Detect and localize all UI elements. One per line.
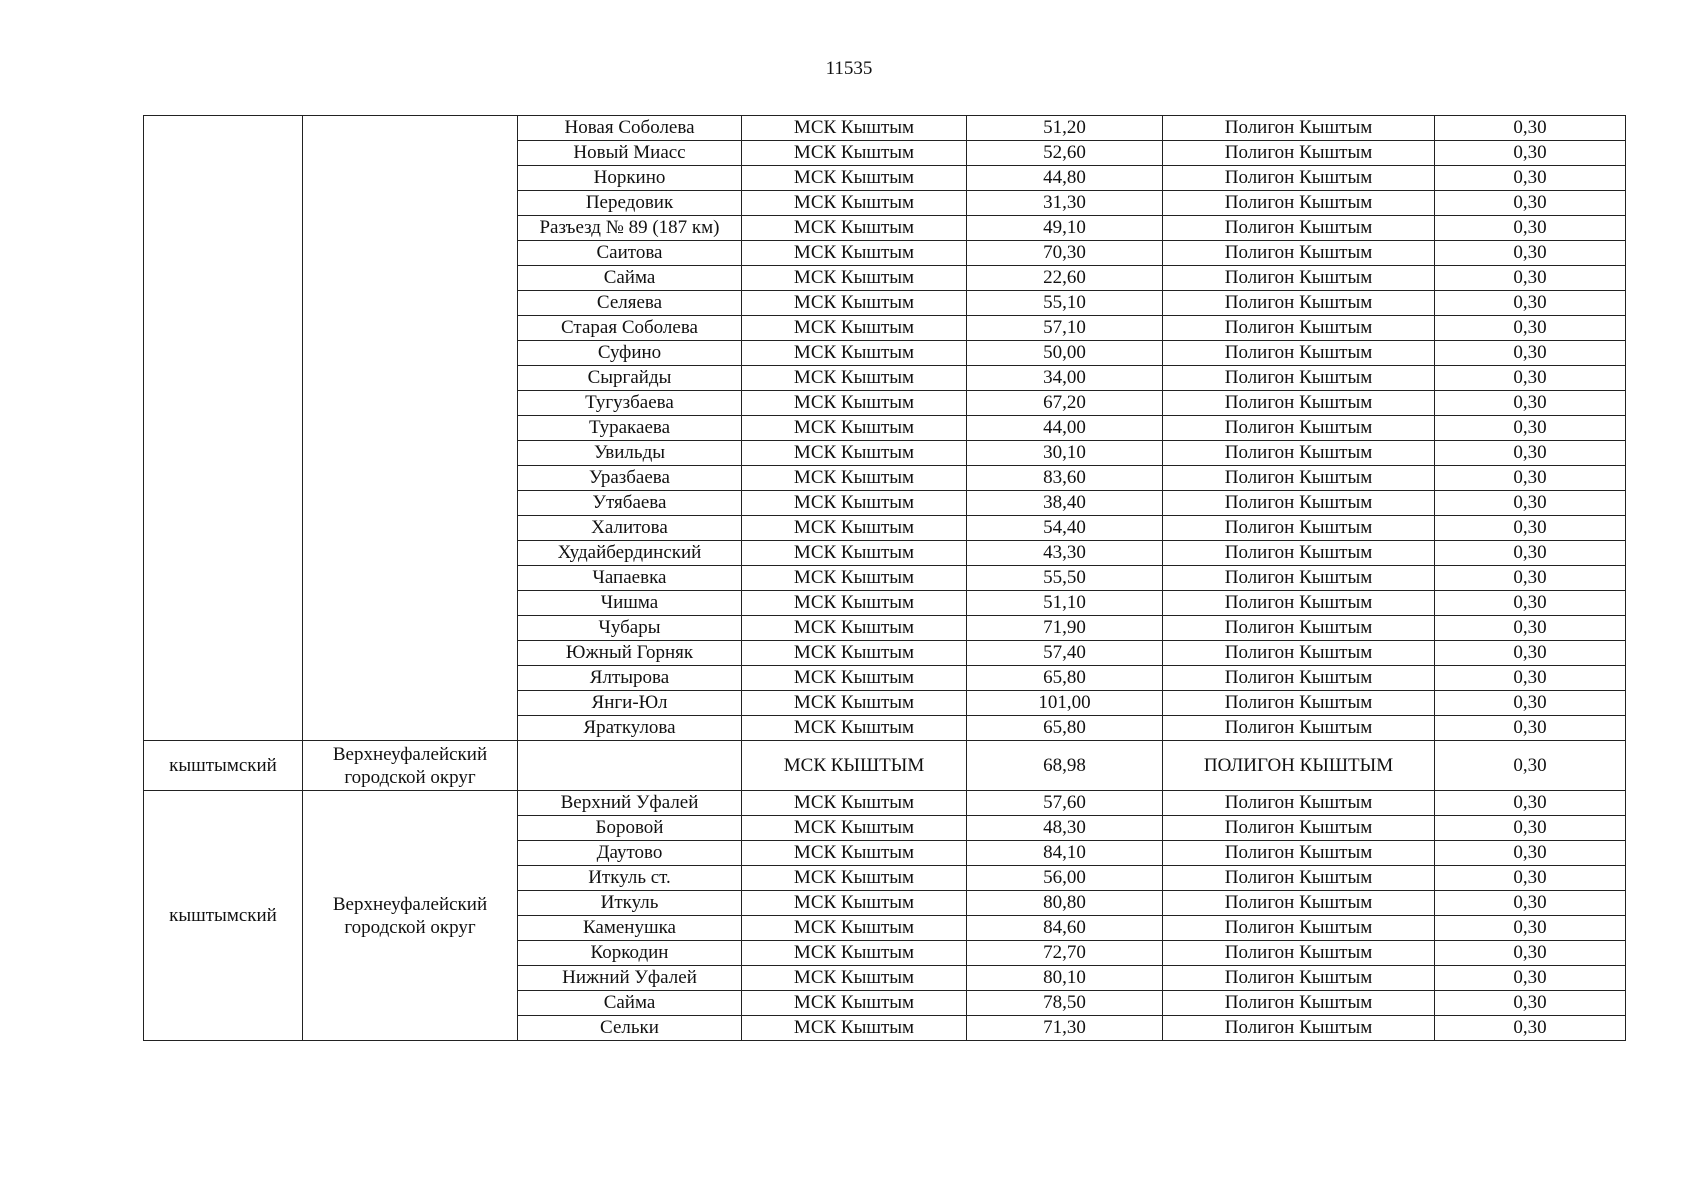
distance-cell: 83,60 [967, 466, 1163, 491]
msk-cell: МСК Кыштым [742, 666, 967, 691]
msk-cell: МСК Кыштым [742, 141, 967, 166]
tariff-cell: 0,30 [1435, 941, 1626, 966]
locality-cell: Чишма [518, 591, 742, 616]
tariff-cell: 0,30 [1435, 466, 1626, 491]
tariff-cell: 0,30 [1435, 391, 1626, 416]
msk-cell: МСК Кыштым [742, 316, 967, 341]
locality-cell: Туракаева [518, 416, 742, 441]
tariff-cell: 0,30 [1435, 516, 1626, 541]
msk-cell: МСК Кыштым [742, 391, 967, 416]
msk-cell: МСК Кыштым [742, 366, 967, 391]
tariff-cell: 0,30 [1435, 816, 1626, 841]
polygon-cell: Полигон Кыштым [1163, 316, 1435, 341]
tariff-cell: 0,30 [1435, 216, 1626, 241]
msk-cell: МСК Кыштым [742, 691, 967, 716]
polygon-cell: Полигон Кыштым [1163, 691, 1435, 716]
page-number: 11535 [825, 58, 873, 79]
distance-cell: 56,00 [967, 866, 1163, 891]
polygon-cell: Полигон Кыштым [1163, 291, 1435, 316]
msk-cell: МСК КЫШТЫМ [742, 741, 967, 791]
distance-cell: 22,60 [967, 266, 1163, 291]
zone-cell [144, 116, 303, 741]
msk-cell: МСК Кыштым [742, 491, 967, 516]
distance-cell: 80,80 [967, 891, 1163, 916]
polygon-cell: Полигон Кыштым [1163, 866, 1435, 891]
polygon-cell: Полигон Кыштым [1163, 841, 1435, 866]
tariff-cell: 0,30 [1435, 1016, 1626, 1041]
table-body [144, 116, 1626, 1041]
polygon-cell: Полигон Кыштым [1163, 816, 1435, 841]
polygon-cell: Полигон Кыштым [1163, 991, 1435, 1016]
distance-cell: 49,10 [967, 216, 1163, 241]
district-cell: Верхнеуфалейский городской округ [303, 791, 518, 1041]
polygon-cell: Полигон Кыштым [1163, 1016, 1435, 1041]
locality-cell: Халитова [518, 516, 742, 541]
tariff-cell: 0,30 [1435, 291, 1626, 316]
msk-cell: МСК Кыштым [742, 291, 967, 316]
polygon-cell: Полигон Кыштым [1163, 241, 1435, 266]
polygon-cell: Полигон Кыштым [1163, 366, 1435, 391]
tariff-cell: 0,30 [1435, 116, 1626, 141]
polygon-cell: Полигон Кыштым [1163, 916, 1435, 941]
locality-cell: Увильды [518, 441, 742, 466]
tariff-cell: 0,30 [1435, 141, 1626, 166]
locality-cell: Норкино [518, 166, 742, 191]
distance-table [143, 115, 1626, 1041]
polygon-cell: Полигон Кыштым [1163, 166, 1435, 191]
msk-cell: МСК Кыштым [742, 966, 967, 991]
distance-cell: 43,30 [967, 541, 1163, 566]
msk-cell: МСК Кыштым [742, 216, 967, 241]
distance-cell: 54,40 [967, 516, 1163, 541]
polygon-cell: Полигон Кыштым [1163, 541, 1435, 566]
msk-cell: МСК Кыштым [742, 841, 967, 866]
locality-cell: Уразбаева [518, 466, 742, 491]
locality-cell: Новая Соболева [518, 116, 742, 141]
distance-cell: 52,60 [967, 141, 1163, 166]
locality-cell: Новый Миасс [518, 141, 742, 166]
tariff-cell: 0,30 [1435, 641, 1626, 666]
locality-cell: Иткуль ст. [518, 866, 742, 891]
locality-cell: Сайма [518, 266, 742, 291]
distance-cell: 44,00 [967, 416, 1163, 441]
distance-cell: 30,10 [967, 441, 1163, 466]
msk-cell: МСК Кыштым [742, 891, 967, 916]
polygon-cell: Полигон Кыштым [1163, 591, 1435, 616]
tariff-cell: 0,30 [1435, 316, 1626, 341]
locality-cell: Яраткулова [518, 716, 742, 741]
locality-cell: Саитова [518, 241, 742, 266]
distance-cell: 84,10 [967, 841, 1163, 866]
tariff-cell: 0,30 [1435, 666, 1626, 691]
polygon-cell: Полигон Кыштым [1163, 641, 1435, 666]
polygon-cell: Полигон Кыштым [1163, 566, 1435, 591]
tariff-cell: 0,30 [1435, 366, 1626, 391]
msk-cell: МСК Кыштым [742, 416, 967, 441]
tariff-cell: 0,30 [1435, 416, 1626, 441]
tariff-cell: 0,30 [1435, 991, 1626, 1016]
locality-cell: Селяева [518, 291, 742, 316]
distance-cell: 84,60 [967, 916, 1163, 941]
distance-cell: 38,40 [967, 491, 1163, 516]
polygon-cell: ПОЛИГОН КЫШТЫМ [1163, 741, 1435, 791]
locality-cell: Боровой [518, 816, 742, 841]
distance-cell: 51,20 [967, 116, 1163, 141]
distance-cell: 57,40 [967, 641, 1163, 666]
msk-cell: МСК Кыштым [742, 466, 967, 491]
distance-cell: 80,10 [967, 966, 1163, 991]
msk-cell: МСК Кыштым [742, 791, 967, 816]
polygon-cell: Полигон Кыштым [1163, 891, 1435, 916]
msk-cell: МСК Кыштым [742, 541, 967, 566]
tariff-cell: 0,30 [1435, 691, 1626, 716]
distance-cell: 44,80 [967, 166, 1163, 191]
msk-cell: МСК Кыштым [742, 866, 967, 891]
msk-cell: МСК Кыштым [742, 616, 967, 641]
tariff-cell: 0,30 [1435, 716, 1626, 741]
polygon-cell: Полигон Кыштым [1163, 791, 1435, 816]
polygon-cell: Полигон Кыштым [1163, 266, 1435, 291]
tariff-cell: 0,30 [1435, 891, 1626, 916]
distance-cell: 34,00 [967, 366, 1163, 391]
distance-cell: 55,50 [967, 566, 1163, 591]
distance-cell: 51,10 [967, 591, 1163, 616]
district-cell [303, 116, 518, 741]
locality-cell: Сайма [518, 991, 742, 1016]
polygon-cell: Полигон Кыштым [1163, 391, 1435, 416]
msk-cell: МСК Кыштым [742, 266, 967, 291]
distance-cell: 72,70 [967, 941, 1163, 966]
tariff-cell: 0,30 [1435, 841, 1626, 866]
polygon-cell: Полигон Кыштым [1163, 116, 1435, 141]
tariff-cell: 0,30 [1435, 741, 1626, 791]
district-cell: Верхнеуфалейский городской округ [303, 741, 518, 791]
locality-cell: Даутово [518, 841, 742, 866]
zone-cell: кыштымский [144, 741, 303, 791]
polygon-cell: Полигон Кыштым [1163, 666, 1435, 691]
polygon-cell: Полигон Кыштым [1163, 141, 1435, 166]
msk-cell: МСК Кыштым [742, 941, 967, 966]
tariff-cell: 0,30 [1435, 241, 1626, 266]
distance-cell: 31,30 [967, 191, 1163, 216]
tariff-cell: 0,30 [1435, 616, 1626, 641]
distance-cell: 57,10 [967, 316, 1163, 341]
table-row [144, 116, 1626, 141]
tariff-cell: 0,30 [1435, 866, 1626, 891]
msk-cell: МСК Кыштым [742, 166, 967, 191]
polygon-cell: Полигон Кыштым [1163, 491, 1435, 516]
distance-cell: 68,98 [967, 741, 1163, 791]
polygon-cell: Полигон Кыштым [1163, 416, 1435, 441]
locality-cell: Разъезд № 89 (187 км) [518, 216, 742, 241]
locality-cell: Сыргайды [518, 366, 742, 391]
distance-cell: 65,80 [967, 666, 1163, 691]
msk-cell: МСК Кыштым [742, 566, 967, 591]
msk-cell: МСК Кыштым [742, 716, 967, 741]
polygon-cell: Полигон Кыштым [1163, 966, 1435, 991]
locality-cell: Каменушка [518, 916, 742, 941]
distance-cell: 101,00 [967, 691, 1163, 716]
summary-row [144, 741, 1626, 791]
distance-cell: 50,00 [967, 341, 1163, 366]
locality-cell [518, 741, 742, 791]
locality-cell: Южный Горняк [518, 641, 742, 666]
msk-cell: МСК Кыштым [742, 191, 967, 216]
tariff-cell: 0,30 [1435, 791, 1626, 816]
locality-cell: Нижний Уфалей [518, 966, 742, 991]
tariff-cell: 0,30 [1435, 566, 1626, 591]
distance-cell: 71,90 [967, 616, 1163, 641]
msk-cell: МСК Кыштым [742, 991, 967, 1016]
polygon-cell: Полигон Кыштым [1163, 216, 1435, 241]
locality-cell: Иткуль [518, 891, 742, 916]
locality-cell: Чапаевка [518, 566, 742, 591]
distance-cell: 67,20 [967, 391, 1163, 416]
msk-cell: МСК Кыштым [742, 591, 967, 616]
msk-cell: МСК Кыштым [742, 341, 967, 366]
locality-cell: Ялтырова [518, 666, 742, 691]
msk-cell: МСК Кыштым [742, 241, 967, 266]
distance-cell: 71,30 [967, 1016, 1163, 1041]
distance-cell: 55,10 [967, 291, 1163, 316]
locality-cell: Тугузбаева [518, 391, 742, 416]
polygon-cell: Полигон Кыштым [1163, 516, 1435, 541]
tariff-cell: 0,30 [1435, 541, 1626, 566]
locality-cell: Худайбердинский [518, 541, 742, 566]
locality-cell: Сельки [518, 1016, 742, 1041]
msk-cell: МСК Кыштым [742, 816, 967, 841]
table-row [144, 791, 1626, 816]
locality-cell: Утябаева [518, 491, 742, 516]
locality-cell: Чубары [518, 616, 742, 641]
polygon-cell: Полигон Кыштым [1163, 616, 1435, 641]
locality-cell: Старая Соболева [518, 316, 742, 341]
msk-cell: МСК Кыштым [742, 116, 967, 141]
tariff-cell: 0,30 [1435, 191, 1626, 216]
locality-cell: Суфино [518, 341, 742, 366]
polygon-cell: Полигон Кыштым [1163, 466, 1435, 491]
polygon-cell: Полигон Кыштым [1163, 441, 1435, 466]
polygon-cell: Полигон Кыштым [1163, 716, 1435, 741]
polygon-cell: Полигон Кыштым [1163, 191, 1435, 216]
tariff-cell: 0,30 [1435, 341, 1626, 366]
locality-cell: Янги-Юл [518, 691, 742, 716]
tariff-cell: 0,30 [1435, 966, 1626, 991]
tariff-cell: 0,30 [1435, 916, 1626, 941]
distance-cell: 65,80 [967, 716, 1163, 741]
distance-cell: 48,30 [967, 816, 1163, 841]
msk-cell: МСК Кыштым [742, 916, 967, 941]
polygon-cell: Полигон Кыштым [1163, 341, 1435, 366]
tariff-cell: 0,30 [1435, 591, 1626, 616]
locality-cell: Коркодин [518, 941, 742, 966]
locality-cell: Передовик [518, 191, 742, 216]
tariff-cell: 0,30 [1435, 491, 1626, 516]
distance-cell: 78,50 [967, 991, 1163, 1016]
msk-cell: МСК Кыштым [742, 641, 967, 666]
polygon-cell: Полигон Кыштым [1163, 941, 1435, 966]
locality-cell: Верхний Уфалей [518, 791, 742, 816]
tariff-cell: 0,30 [1435, 266, 1626, 291]
tariff-cell: 0,30 [1435, 166, 1626, 191]
msk-cell: МСК Кыштым [742, 441, 967, 466]
distance-cell: 70,30 [967, 241, 1163, 266]
distance-cell: 57,60 [967, 791, 1163, 816]
zone-cell: кыштымский [144, 791, 303, 1041]
msk-cell: МСК Кыштым [742, 516, 967, 541]
tariff-cell: 0,30 [1435, 441, 1626, 466]
msk-cell: МСК Кыштым [742, 1016, 967, 1041]
